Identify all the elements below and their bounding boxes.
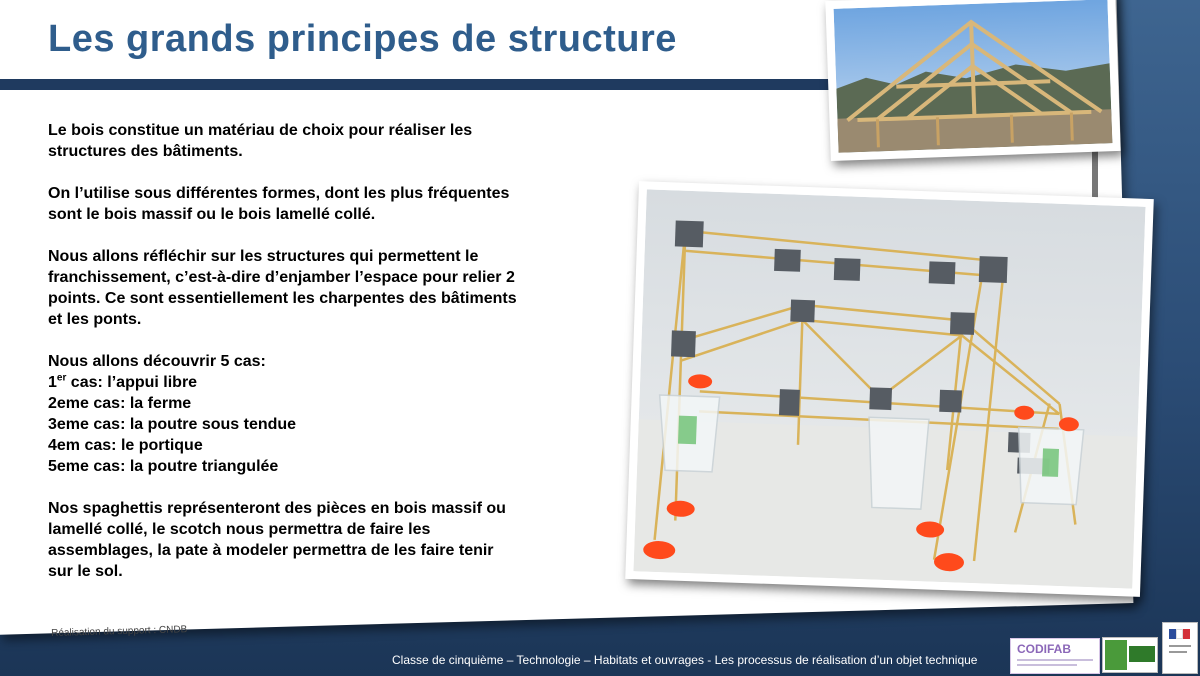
credit-text: Réalisation du support : CNDB — [51, 624, 188, 639]
partner-logo — [1102, 637, 1158, 673]
case-1-text: cas: l’appui libre — [66, 374, 198, 391]
footer-text: Classe de cinquième – Technologie – Habitats et ouvrages - Les processus de réalisation d’un objet technique — [392, 653, 978, 667]
cases-list — [48, 351, 588, 477]
case-item-2: 2eme cas: la ferme — [48, 395, 192, 412]
roof-frame-image — [834, 0, 1113, 153]
closing-paragraph: Nos spaghettis représenteront des pièces en bois massif ou lamellé collé, le scotch nous permettra de faire les assemblages, la pate à modeler permettra de les faire tenir sur le sol. — [48, 500, 506, 580]
case-item-1 — [48, 372, 588, 393]
slide-title: Les grands principes de structure — [48, 18, 677, 60]
spaghetti-model-photo — [625, 181, 1154, 597]
cases-intro: Nous allons découvrir 5 cas: — [48, 353, 266, 370]
case-item-5: 5eme cas: la poutre triangulée — [48, 458, 279, 475]
codifab-logo-text: CODIFAB — [1017, 642, 1071, 656]
republic-logo — [1162, 622, 1198, 674]
paragraph-3: Nous allons réfléchir sur les structures qui permettent le franchissement, c’est-à-dire d’enjamber l’espace pour relier 2 points. Ce sont essentiellement les charpentes des bâtiments et les ponts. — [48, 248, 517, 328]
case-1-superscript: er — [56, 372, 67, 384]
slide-body — [48, 120, 588, 603]
case-item-4: 4em cas: le portique — [48, 437, 203, 454]
roof-frame-photo — [825, 0, 1120, 161]
title-underline-bar — [0, 79, 860, 90]
spaghetti-model-image — [633, 189, 1145, 588]
codifab-logo — [1010, 638, 1100, 674]
case-item-3: 3eme cas: la poutre sous tendue — [48, 416, 297, 433]
paragraph-1: Le bois constitue un matériau de choix pour réaliser les structures des bâtiments. — [48, 122, 473, 160]
case-1-number: 1 — [48, 374, 57, 391]
paragraph-2: On l’utilise sous différentes formes, dont les plus fréquentes sont le bois massif ou le bois lamellé collé. — [48, 185, 510, 223]
